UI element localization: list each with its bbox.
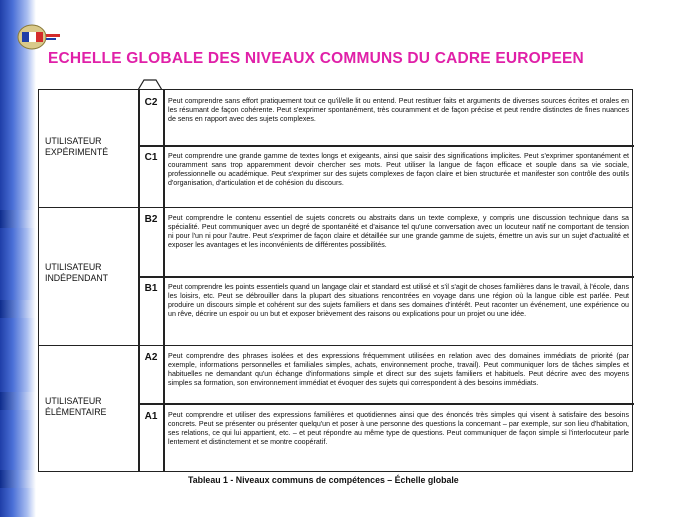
group-row-elementaire [39, 346, 632, 473]
group-row-experimente [39, 90, 632, 208]
level-code: C2 [144, 97, 158, 108]
group-label-line: INDÉPENDANT [45, 272, 109, 283]
level-code: A2 [144, 352, 158, 363]
level-description: Peut comprendre sans effort pratiquement tout ce qu'il/elle lit ou entend. Peut restituer faits et arguments de diverses sources écrites et orales en les résumant de façon cohérente. Peut s'exprimer spontanément, très couramment et de façon précise et peut rendre distinctes de fines nuances de sens en rapport avec des sujets complexes. [168, 97, 629, 123]
table-caption: Tableau 1 - Niveaux communs de compétences – Échelle globale [188, 475, 459, 485]
level-description: Peut comprendre les points essentiels quand un langage clair et standard est utilisé et s'il s'agit de choses familières dans le travail, à l'école, dans les loisirs, etc. Peut se débrouiller dans la plupart des situations rencontrées en voyage dans une région où la langue cible est parlée. Peut produire un discours simple et cohérent sur des sujets familiers et dans ses domaines d'intérêt. Peut raconter un événement, une expérience ou un rêve, décrire un espoir ou un but et exposer brièvement des raisons ou explications pour un projet ou une idée. [168, 283, 629, 318]
level-code: B2 [144, 214, 158, 225]
page-title: ECHELLE GLOBALE DES NIVEAUX COMMUNS DU CADRE EUROPEEN [48, 50, 584, 67]
strip-accent-block [0, 300, 36, 318]
level-code: B1 [144, 283, 158, 294]
group-label-line: ÉLÉMENTAIRE [45, 406, 107, 417]
group-label-line: UTILISATEUR [45, 136, 102, 146]
level-description: Peut comprendre le contenu essentiel de sujets concrets ou abstraits dans un texte complexe, y compris une discussion technique dans sa spécialité. Peut communiquer avec un degré de spontanéité et d'aisance tel qu'une conversation avec un locuteur natif ne comportant de tension ni pour l'un ni pour l'autre. Peut s'exprimer de façon claire et détaillée sur une grande gamme de sujets, émettre un avis sur un sujet d'actualité et exposer les avantages et les inconvénients de différentes possibilités. [168, 214, 629, 249]
level-description: Peut comprendre des phrases isolées et des expressions fréquemment utilisées en relation avec des domaines immédiats de priorité (par exemple, informations personnelles et familiales simples, achats, environnement proche, travail). Peut communiquer lors de tâches simples et habituelles ne demandant qu'un échange d'informations simple et direct sur des sujets familiers et habituels. Peut décrire avec des moyens simples sa formation, son environnement immédiat et évoquer des sujets qui correspondent à des besoins immédiats. [168, 352, 629, 387]
group-row-independant [39, 208, 632, 346]
level-code: A1 [144, 411, 158, 422]
group-label [39, 136, 139, 157]
group-label [39, 396, 139, 417]
decorative-side-strip [0, 0, 36, 517]
group-label [39, 262, 139, 283]
level-description: Peut comprendre et utiliser des expressions familières et quotidiennes ainsi que des énoncés très simples qui visent à satisfaire des besoins concrets. Peut se présenter ou présenter quelqu'un et poser à une personne des questions la concernant – par exemple, sur son lieu d'habitation, ses relations, ce qui lui appartient, etc. – et peut répondre au même type de questions. Peut communiquer de façon simple si l'interlocuteur parle lentement et distinctement et se montre coopératif. [168, 411, 629, 446]
strip-accent-block [0, 210, 36, 228]
level-description: Peut comprendre une grande gamme de textes longs et exigeants, ainsi que saisir des significations implicites. Peut s'exprimer spontanément et couramment sans trop apparemment devoir chercher ses mots. Peut utiliser la langue de façon efficace et souple dans sa vie sociale, professionnelle ou académique. Peut s'exprimer sur des sujets complexes de façon claire et bien structurée et manifester son contrôle des outils d'organisation, d'articulation et de cohésion du discours. [168, 152, 629, 187]
group-label-line: UTILISATEUR [45, 262, 102, 272]
group-label-line: EXPÉRIMENTÉ [45, 146, 109, 157]
strip-accent-block [0, 392, 36, 410]
group-label-line: UTILISATEUR [45, 396, 102, 406]
levels-table [38, 89, 633, 472]
level-code: C1 [144, 152, 158, 163]
strip-accent-block [0, 470, 36, 488]
